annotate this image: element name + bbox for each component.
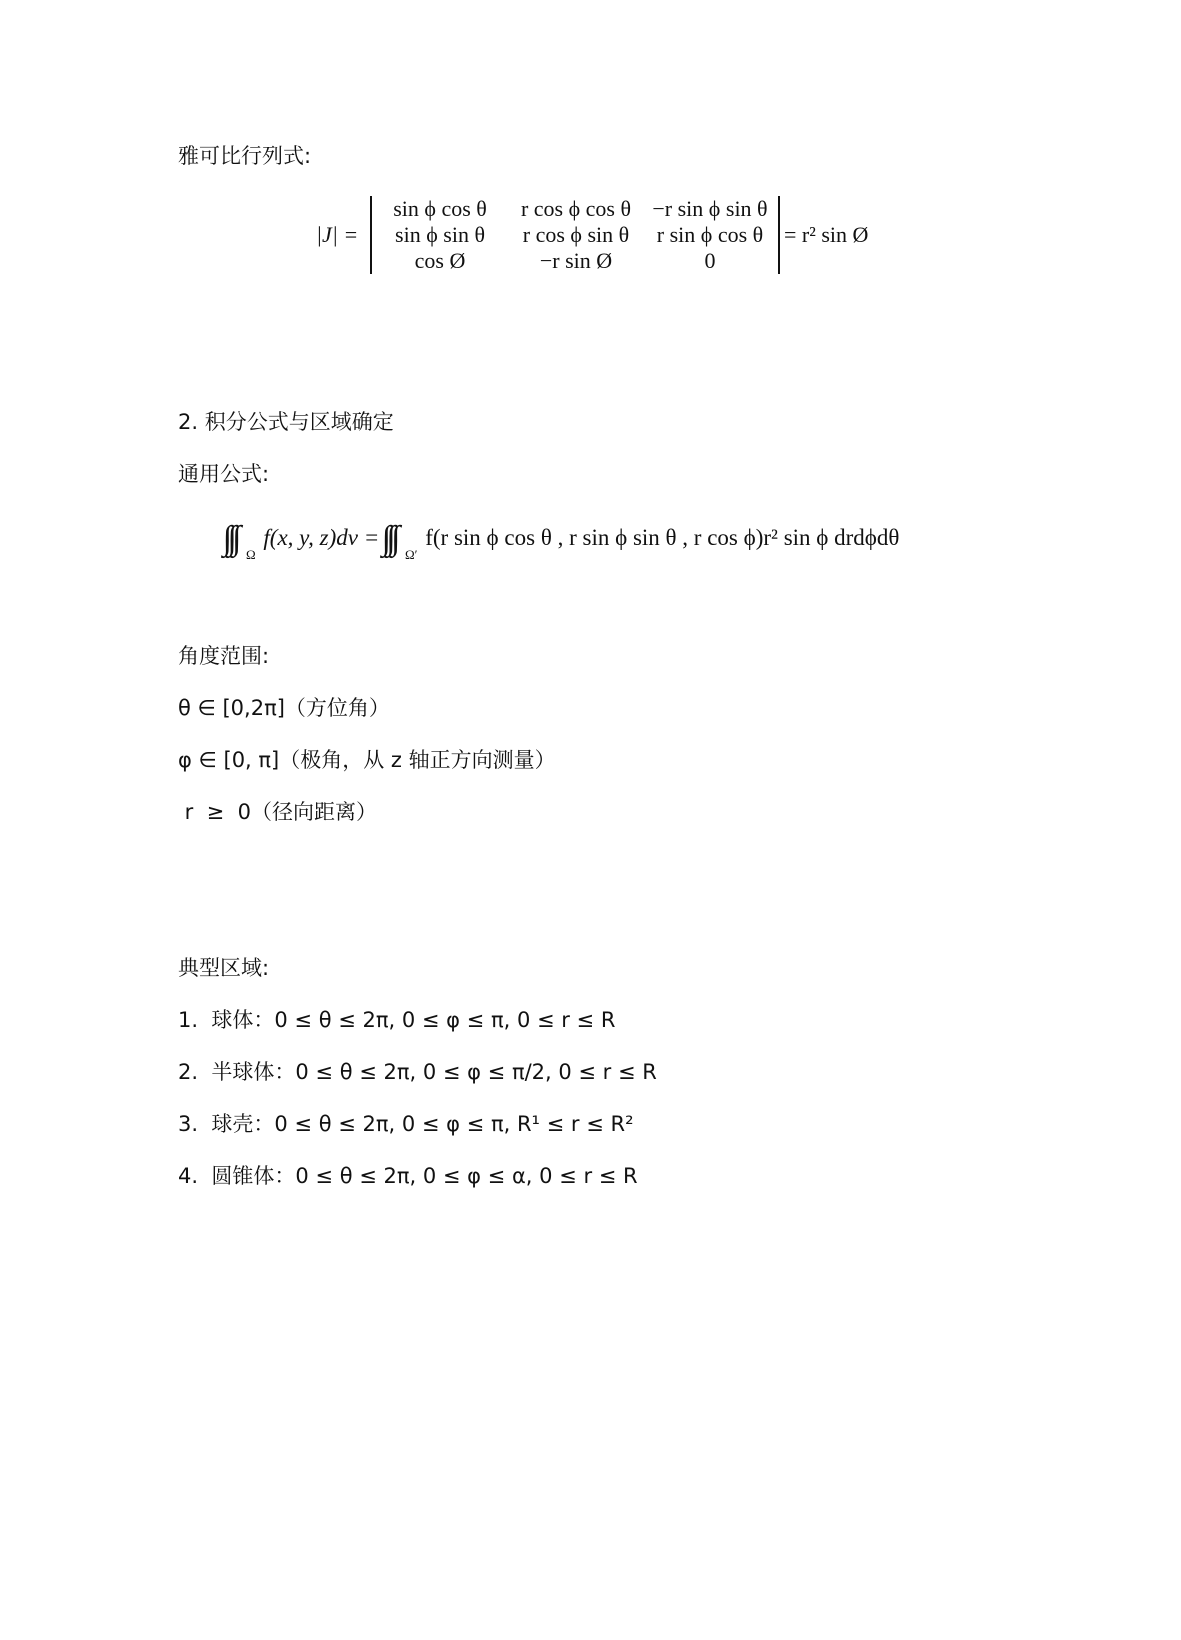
- matrix-cell-1-3: −r sin ϕ sin θ: [652, 196, 768, 221]
- angle-range-phi: φ ∈ [0, π]（极角，从 z 轴正方向测量）: [178, 748, 556, 772]
- region-spherical-shell: 3. 球壳：0 ≤ θ ≤ 2π, 0 ≤ φ ≤ π, R¹ ≤ r ≤ R²: [178, 1112, 634, 1136]
- matrix-cell-3-3: 0: [704, 248, 716, 273]
- jacobian-determinant: [370, 196, 780, 274]
- general-formula-label: 通用公式:: [178, 462, 270, 486]
- general-integral-formula: [232, 522, 899, 571]
- domain-omega-prime: Ω′: [404, 547, 418, 562]
- angle-range-r: r ≥ 0（径向距离）: [178, 800, 377, 824]
- angle-range-heading: 角度范围:: [178, 644, 270, 668]
- angle-range-theta: θ ∈ [0,2π]（方位角）: [178, 696, 390, 720]
- left-integrand: f(x, y, z)dv =: [263, 525, 380, 550]
- region-sphere: 1. 球体：0 ≤ θ ≤ 2π, 0 ≤ φ ≤ π, 0 ≤ r ≤ R: [178, 1008, 616, 1032]
- jacobian-rhs: = r² sin Ø: [784, 222, 869, 247]
- matrix-cell-2-1: sin ϕ sin θ: [395, 222, 485, 247]
- matrix-cell-2-2: r cos ϕ sin θ: [522, 222, 630, 247]
- matrix-cell-1-1: sin ϕ cos θ: [393, 196, 487, 221]
- matrix-cell-3-1: cos Ø: [414, 248, 466, 273]
- jacobian-heading: 雅可比行列式:: [178, 144, 312, 168]
- jacobian-lhs: |J| =: [316, 222, 359, 247]
- domain-omega: Ω: [246, 547, 256, 562]
- right-integrand: f(r sin ϕ cos θ , r sin ϕ sin θ , r cos ϕ)r² sin ϕ drdϕdθ: [425, 525, 900, 550]
- matrix-cell-3-2: −r sin Ø: [539, 248, 613, 273]
- region-cone: 4. 圆锥体：0 ≤ θ ≤ 2π, 0 ≤ φ ≤ α, 0 ≤ r ≤ R: [178, 1164, 638, 1188]
- region-hemisphere: 2. 半球体：0 ≤ θ ≤ 2π, 0 ≤ φ ≤ π/2, 0 ≤ r ≤ R: [178, 1060, 657, 1084]
- typical-regions-heading: 典型区域:: [178, 956, 270, 980]
- matrix-cell-2-3: r sin ϕ cos θ: [656, 222, 764, 247]
- integral-section-heading: 2. 积分公式与区域确定: [178, 410, 394, 434]
- matrix-cell-1-2: r cos ϕ cos θ: [520, 196, 632, 221]
